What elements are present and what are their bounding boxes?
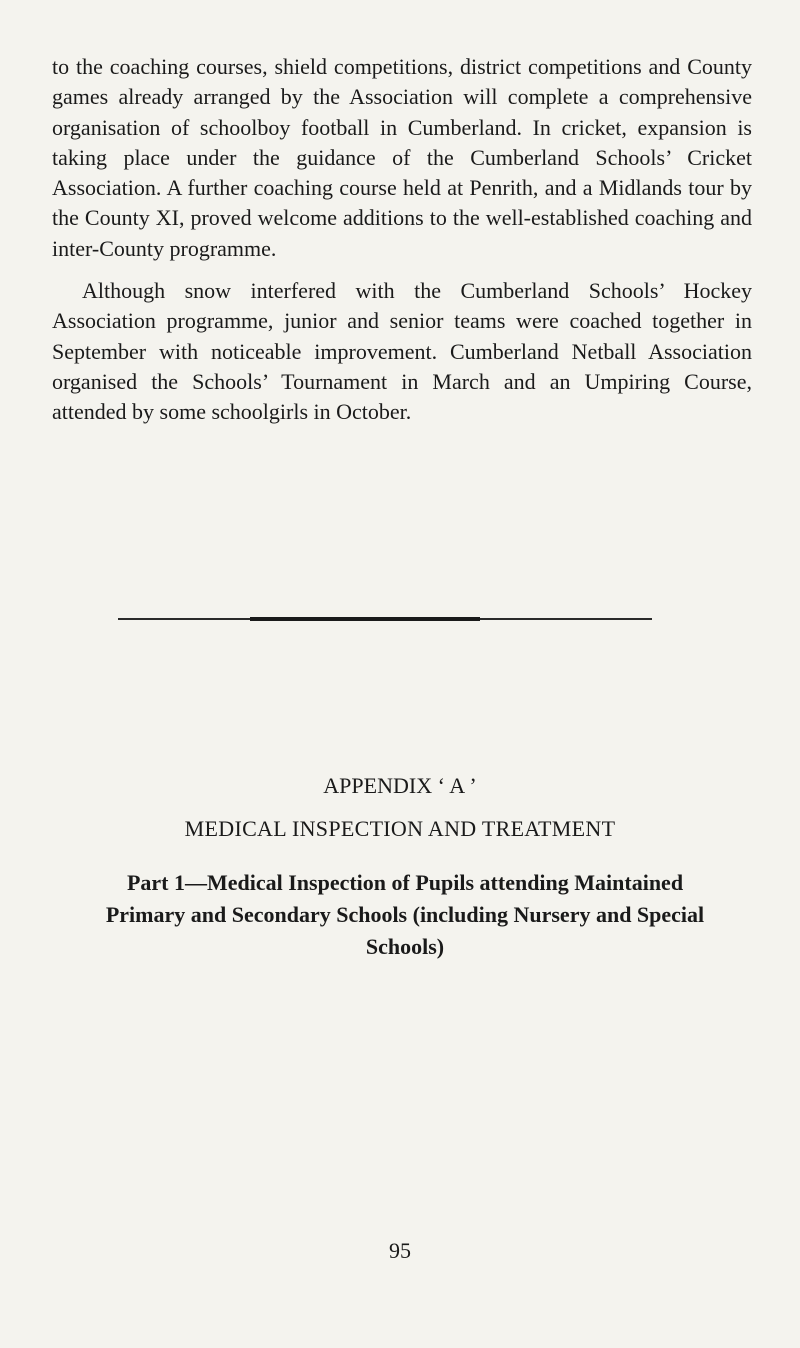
page-body [52,52,752,428]
page-number: 95 [389,1238,411,1263]
part-heading: Part 1—Medical Inspection of Pupils attending Maintained Primary and Secondary Schools (including Nursery and Special Schools) [105,870,705,959]
body-paragraph-2: Although snow interfered with the Cumberland Schools’ Hockey Association programme, junior and senior teams were coached together in September with noticeable improvement. Cumberland Netball Association organised the Schools’ Tournament in March and an Umpiring Course, attended by some schoolgirls in October. [52,278,752,425]
section-divider-thick [250,617,480,621]
appendix-title: MEDICAL INSPECTION AND TREATMENT [184,816,616,841]
appendix-label: APPENDIX ‘ A ’ [323,773,477,798]
body-paragraph-1: to the coaching courses, shield competitions, district competitions and County games already arranged by the Association will complete a comprehensive organisation of schoolboy football in Cumberland. In cricket, expansion is taking place under the guidance of the Cumberland Schools’ Cricket Association. A further coaching course held at Penrith, and a Midlands tour by the County XI, proved welcome additions to the well-established coaching and inter-County programme. [52,54,752,261]
